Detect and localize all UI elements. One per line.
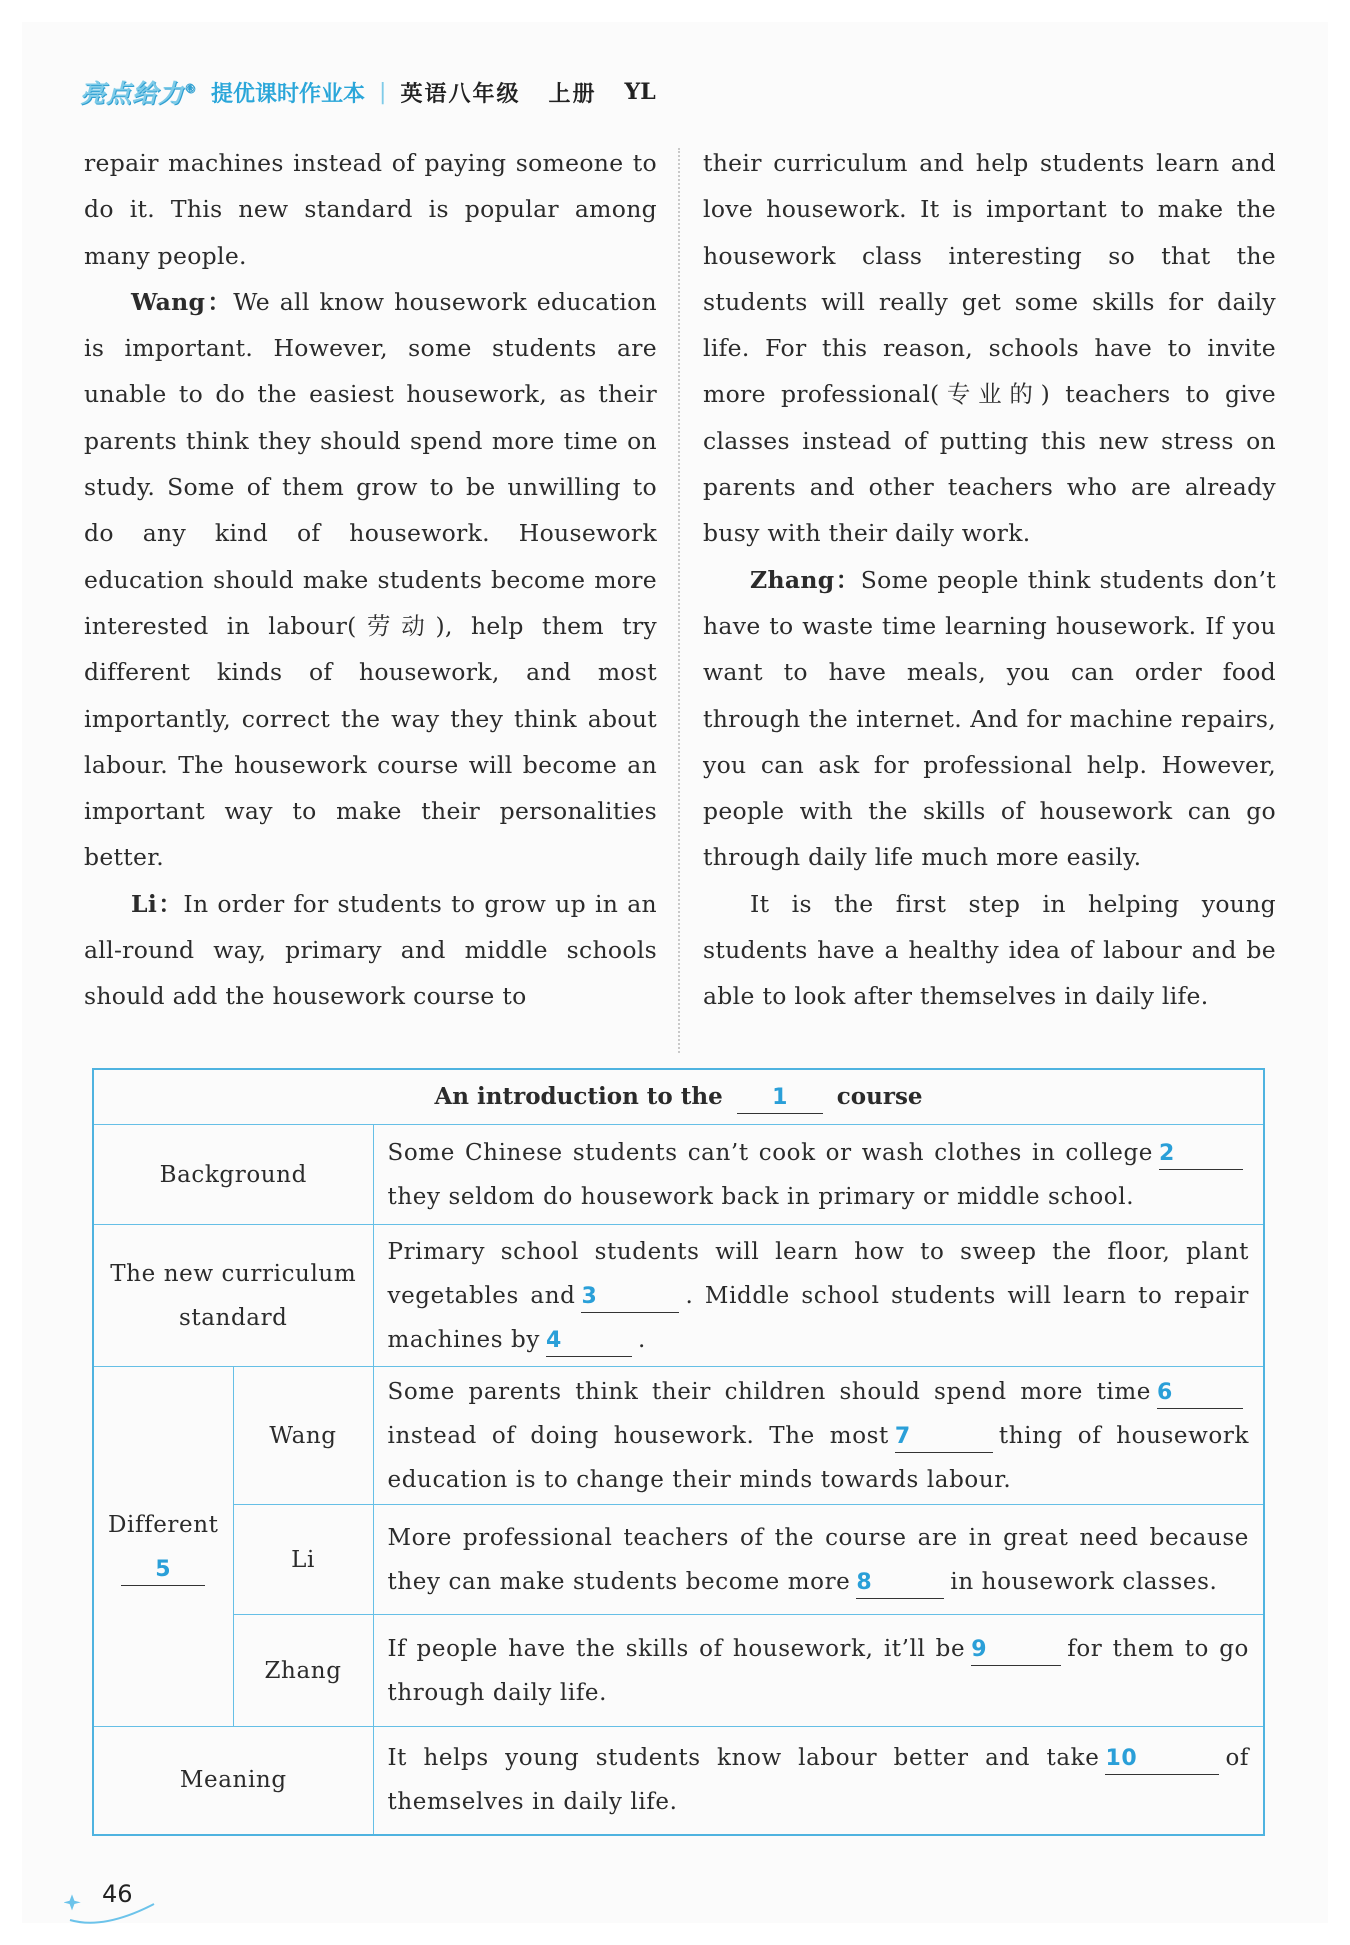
blank-4[interactable]: 4: [546, 1326, 632, 1357]
blank-5[interactable]: 5: [121, 1555, 205, 1586]
table-title: An introduction to the 1 course: [93, 1069, 1264, 1125]
speaker-zhang: Zhang: [750, 565, 835, 594]
blank-9[interactable]: 9: [971, 1635, 1061, 1666]
row-content-li: More professional teachers of the course are in great need because they can make students become more 8 in housework classes.: [373, 1505, 1264, 1615]
blank-2[interactable]: 2: [1159, 1139, 1243, 1170]
edition-label: YL: [624, 79, 656, 105]
summary-table: [92, 1068, 1265, 1836]
row-label-meaning: Meaning: [93, 1727, 373, 1835]
row-label-curriculum: The new curriculum standard: [93, 1225, 373, 1367]
table-row-curriculum: [93, 1225, 1264, 1367]
row-content-background: Some Chinese students can’t cook or wash clothes in college 2they seldom do housework back in primary or middle school.: [373, 1125, 1264, 1225]
right-text-column: [703, 140, 1276, 1020]
row-label-different: Different 5: [93, 1367, 233, 1727]
row-content-wang: Some parents think their children should spend more time 6instead of doing housework. The most 7 thing of housework education is to change their minds towards labour.: [373, 1367, 1264, 1505]
blank-3[interactable]: 3: [581, 1282, 679, 1313]
blank-6[interactable]: 6: [1157, 1378, 1243, 1409]
brand-logo: 亮点给力®: [80, 79, 198, 108]
row-content-curriculum: Primary school students will learn how to sweep the floor, plant vegetables and 3 . Middle school students will learn to repair machines by 4 .: [373, 1225, 1264, 1367]
column-divider: [678, 148, 680, 1053]
row-label-zhang: Zhang: [233, 1615, 373, 1727]
paragraph-li: Li：In order for students to grow up in an all-round way, primary and middle schools should add the housework course to: [84, 889, 657, 1011]
row-content-zhang: If people have the skills of housework, it’ll be 9 for them to go through daily life.: [373, 1615, 1264, 1727]
paragraph-wang: Wang：We all know housework education is important. However, some students are unable to do the easiest housework, as their parents think they should spend more time on study. Some of them grow to be unwilling to do any kind of housework. Housework education should make students become more interested in labour(劳动), help them try different kinds of housework, and most importantly, correct the way they think about labour. The housework course will become an important way to make their personalities better.: [84, 287, 657, 872]
speaker-wang: Wang: [131, 287, 206, 316]
page-header: [80, 72, 656, 112]
blank-1[interactable]: 1: [737, 1083, 823, 1114]
table-row-background: [93, 1125, 1264, 1225]
header-separator: |: [379, 79, 387, 105]
left-text-column: [84, 140, 657, 1020]
subject-label: 英语八年级: [400, 81, 521, 107]
blank-7[interactable]: 7: [895, 1422, 993, 1453]
row-content-meaning: It helps young students know labour better and take 10 of themselves in daily life.: [373, 1727, 1264, 1835]
table-title-row: [93, 1069, 1264, 1125]
series-title: 提优课时作业本: [211, 81, 366, 107]
paragraph-conclusion: It is the first step in helping young students have a healthy idea of labour and be able to look after themselves in daily life.: [703, 889, 1276, 1011]
page-footer: [64, 1880, 174, 1928]
row-label-wang: Wang: [233, 1367, 373, 1505]
paragraph-zhang: Zhang：Some people think students don’t have to waste time learning housework. If you want to have meals, you can order food through the internet. And for machine repairs, you can ask for professional help. However, people with the skills of housework can go through daily life much more easily.: [703, 565, 1276, 872]
page-number: 46: [102, 1880, 133, 1908]
table-row-zhang: [93, 1615, 1264, 1727]
table-row-meaning: [93, 1727, 1264, 1835]
paragraph-intro-end: repair machines instead of paying someone to do it. This new standard is popular among many people.: [84, 149, 657, 270]
volume-label: 上册: [548, 81, 597, 107]
row-label-background: Background: [93, 1125, 373, 1225]
blank-8[interactable]: 8: [856, 1568, 944, 1599]
blank-10[interactable]: 10: [1105, 1744, 1219, 1775]
table-row-wang: [93, 1367, 1264, 1505]
table-row-li: [93, 1505, 1264, 1615]
row-label-li: Li: [233, 1505, 373, 1615]
speaker-li: Li: [131, 889, 158, 918]
paragraph-li-continued: their curriculum and help students learn and love housework. It is important to make the housework class interesting so that the students will really get some skills for daily life. For this reason, schools have to invite more professional(专业的) teachers to give classes instead of putting this new stress on parents and other teachers who are already busy with their daily work.: [703, 149, 1276, 548]
